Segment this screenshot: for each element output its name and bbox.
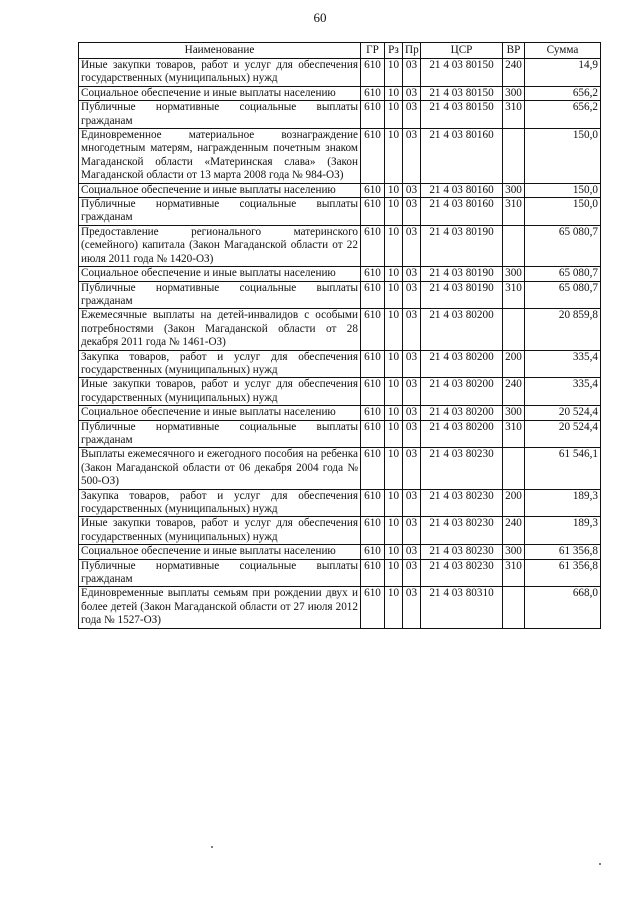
row-gr: 610 (361, 267, 385, 281)
row-csr: 21 4 03 80190 (421, 267, 503, 281)
row-rz: 10 (385, 183, 403, 197)
row-vr: 310 (503, 281, 525, 309)
row-name: Выплаты ежемесячного и ежегодного пособия на ребенка (Закон Магаданской области от 06 декабря 2004 года № 500-ОЗ) (79, 448, 361, 489)
row-pr: 03 (403, 559, 421, 587)
row-name: Публичные нормативные социальные выплаты гражданам (79, 198, 361, 226)
row-pr: 03 (403, 587, 421, 628)
row-rz: 10 (385, 281, 403, 309)
row-csr: 21 4 03 80200 (421, 350, 503, 378)
row-rz: 10 (385, 59, 403, 87)
row-gr: 610 (361, 101, 385, 129)
row-name: Социальное обеспечение и иные выплаты населению (79, 406, 361, 420)
row-vr: 240 (503, 59, 525, 87)
row-csr: 21 4 03 80190 (421, 225, 503, 266)
row-rz: 10 (385, 420, 403, 448)
row-sum: 335,4 (525, 378, 601, 406)
table-row (79, 309, 601, 350)
row-vr: 300 (503, 267, 525, 281)
row-gr: 610 (361, 517, 385, 545)
row-pr: 03 (403, 59, 421, 87)
row-name: Публичные нормативные социальные выплаты гражданам (79, 559, 361, 587)
row-name: Публичные нормативные социальные выплаты гражданам (79, 420, 361, 448)
row-vr: 240 (503, 378, 525, 406)
row-csr: 21 4 03 80150 (421, 101, 503, 129)
row-gr: 610 (361, 309, 385, 350)
row-csr: 21 4 03 80230 (421, 489, 503, 517)
row-sum: 20 859,8 (525, 309, 601, 350)
row-gr: 610 (361, 420, 385, 448)
row-rz: 10 (385, 587, 403, 628)
table-header-row (79, 43, 601, 59)
row-gr: 610 (361, 183, 385, 197)
row-vr: 200 (503, 489, 525, 517)
row-name: Иные закупки товаров, работ и услуг для обеспечения государственных (муниципальных) нужд (79, 59, 361, 87)
table-row (79, 545, 601, 559)
row-name: Иные закупки товаров, работ и услуг для обеспечения государственных (муниципальных) нужд (79, 378, 361, 406)
row-name: Закупка товаров, работ и услуг для обеспечения государственных (муниципальных) нужд (79, 489, 361, 517)
table-body (79, 59, 601, 629)
table-row (79, 281, 601, 309)
row-sum: 335,4 (525, 350, 601, 378)
row-sum: 65 080,7 (525, 267, 601, 281)
row-pr: 03 (403, 101, 421, 129)
table-row (79, 378, 601, 406)
row-gr: 610 (361, 448, 385, 489)
row-vr: 300 (503, 183, 525, 197)
table-row (79, 129, 601, 184)
table-row (79, 517, 601, 545)
row-vr: 300 (503, 545, 525, 559)
row-csr: 21 4 03 80230 (421, 517, 503, 545)
row-vr: 300 (503, 406, 525, 420)
row-csr: 21 4 03 80200 (421, 420, 503, 448)
row-sum: 189,3 (525, 489, 601, 517)
row-name: Публичные нормативные социальные выплаты гражданам (79, 101, 361, 129)
row-sum: 65 080,7 (525, 225, 601, 266)
table-row (79, 350, 601, 378)
row-csr: 21 4 03 80310 (421, 587, 503, 628)
row-csr: 21 4 03 80190 (421, 281, 503, 309)
row-sum: 189,3 (525, 517, 601, 545)
row-rz: 10 (385, 448, 403, 489)
table-row (79, 86, 601, 100)
row-sum: 20 524,4 (525, 420, 601, 448)
row-vr: 200 (503, 350, 525, 378)
header-gr: ГР (361, 43, 385, 59)
row-rz: 10 (385, 350, 403, 378)
row-name: Социальное обеспечение и иные выплаты населению (79, 267, 361, 281)
row-csr: 21 4 03 80200 (421, 309, 503, 350)
row-pr: 03 (403, 489, 421, 517)
row-csr: 21 4 03 80200 (421, 378, 503, 406)
row-sum: 61 356,8 (525, 559, 601, 587)
header-sum: Сумма (525, 43, 601, 59)
row-vr (503, 225, 525, 266)
header-rz: Рз (385, 43, 403, 59)
row-gr: 610 (361, 225, 385, 266)
row-rz: 10 (385, 545, 403, 559)
row-csr: 21 4 03 80160 (421, 129, 503, 184)
table-row (79, 183, 601, 197)
table-row (79, 559, 601, 587)
row-pr: 03 (403, 545, 421, 559)
row-pr: 03 (403, 129, 421, 184)
row-gr: 610 (361, 281, 385, 309)
row-rz: 10 (385, 309, 403, 350)
row-csr: 21 4 03 80230 (421, 448, 503, 489)
table-row (79, 198, 601, 226)
row-csr: 21 4 03 80160 (421, 183, 503, 197)
row-name: Ежемесячные выплаты на детей-инвалидов с особыми потребностями (Закон Магаданской области от 28 декабря 2011 года № 1461-ОЗ) (79, 309, 361, 350)
row-csr: 21 4 03 80150 (421, 59, 503, 87)
row-vr (503, 309, 525, 350)
row-name: Единовременные выплаты семьям при рождении двух и более детей (Закон Магаданской области от 27 июля 2012 года № 1527-ОЗ) (79, 587, 361, 628)
row-rz: 10 (385, 86, 403, 100)
row-csr: 21 4 03 80230 (421, 559, 503, 587)
row-sum: 656,2 (525, 86, 601, 100)
row-name: Иные закупки товаров, работ и услуг для обеспечения государственных (муниципальных) нужд (79, 517, 361, 545)
row-csr: 21 4 03 80150 (421, 86, 503, 100)
row-vr: 240 (503, 517, 525, 545)
row-pr: 03 (403, 183, 421, 197)
row-sum: 150,0 (525, 198, 601, 226)
row-pr: 03 (403, 225, 421, 266)
row-sum: 20 524,4 (525, 406, 601, 420)
row-sum: 656,2 (525, 101, 601, 129)
table-row (79, 101, 601, 129)
row-csr: 21 4 03 80230 (421, 545, 503, 559)
row-sum: 61 356,8 (525, 545, 601, 559)
row-rz: 10 (385, 378, 403, 406)
table-row (79, 420, 601, 448)
row-name: Социальное обеспечение и иные выплаты населению (79, 183, 361, 197)
table-row (79, 587, 601, 628)
table-row (79, 489, 601, 517)
row-gr: 610 (361, 587, 385, 628)
page-number: 60 (313, 10, 327, 25)
table-row (79, 225, 601, 266)
table-row (79, 448, 601, 489)
header-vr: ВР (503, 43, 525, 59)
row-rz: 10 (385, 559, 403, 587)
row-pr: 03 (403, 86, 421, 100)
row-sum: 150,0 (525, 129, 601, 184)
row-vr: 310 (503, 198, 525, 226)
row-vr: 300 (503, 86, 525, 100)
row-name: Закупка товаров, работ и услуг для обеспечения государственных (муниципальных) нужд (79, 350, 361, 378)
row-name: Публичные нормативные социальные выплаты гражданам (79, 281, 361, 309)
row-gr: 610 (361, 86, 385, 100)
row-gr: 610 (361, 489, 385, 517)
row-pr: 03 (403, 448, 421, 489)
row-pr: 03 (403, 281, 421, 309)
row-pr: 03 (403, 406, 421, 420)
header-csr: ЦСР (421, 43, 503, 59)
row-gr: 610 (361, 198, 385, 226)
row-sum: 65 080,7 (525, 281, 601, 309)
row-sum: 14,9 (525, 59, 601, 87)
row-rz: 10 (385, 129, 403, 184)
row-rz: 10 (385, 489, 403, 517)
row-sum: 150,0 (525, 183, 601, 197)
row-pr: 03 (403, 378, 421, 406)
row-pr: 03 (403, 198, 421, 226)
row-rz: 10 (385, 406, 403, 420)
row-gr: 610 (361, 129, 385, 184)
row-gr: 610 (361, 545, 385, 559)
header-name: Наименование (79, 43, 361, 59)
scan-speck (211, 846, 213, 848)
row-rz: 10 (385, 267, 403, 281)
row-vr: 310 (503, 101, 525, 129)
row-name: Социальное обеспечение и иные выплаты населению (79, 545, 361, 559)
row-rz: 10 (385, 225, 403, 266)
row-vr (503, 587, 525, 628)
row-vr: 310 (503, 420, 525, 448)
row-rz: 10 (385, 198, 403, 226)
row-vr (503, 129, 525, 184)
row-rz: 10 (385, 101, 403, 129)
row-pr: 03 (403, 350, 421, 378)
row-pr: 03 (403, 267, 421, 281)
row-csr: 21 4 03 80200 (421, 406, 503, 420)
row-csr: 21 4 03 80160 (421, 198, 503, 226)
row-pr: 03 (403, 420, 421, 448)
row-sum: 668,0 (525, 587, 601, 628)
row-gr: 610 (361, 350, 385, 378)
row-gr: 610 (361, 559, 385, 587)
table-row (79, 406, 601, 420)
row-vr: 310 (503, 559, 525, 587)
scan-speck (599, 863, 601, 865)
row-gr: 610 (361, 59, 385, 87)
header-pr: Пр (403, 43, 421, 59)
table-row (79, 267, 601, 281)
row-gr: 610 (361, 378, 385, 406)
row-name: Единовременное материальное вознаграждение многодетным матерям, награжденным почетным знаком Магаданской области «Материнская слава» (Закон Магаданской области от 13 марта 2008 года № 984-ОЗ) (79, 129, 361, 184)
row-name: Предоставление регионального материнского (семейного) капитала (Закон Магаданской области от 22 июля 2011 года № 1420-ОЗ) (79, 225, 361, 266)
table-row (79, 59, 601, 87)
row-sum: 61 546,1 (525, 448, 601, 489)
budget-table (78, 42, 601, 629)
row-pr: 03 (403, 309, 421, 350)
row-name: Социальное обеспечение и иные выплаты населению (79, 86, 361, 100)
row-gr: 610 (361, 406, 385, 420)
row-rz: 10 (385, 517, 403, 545)
row-vr (503, 448, 525, 489)
row-pr: 03 (403, 517, 421, 545)
